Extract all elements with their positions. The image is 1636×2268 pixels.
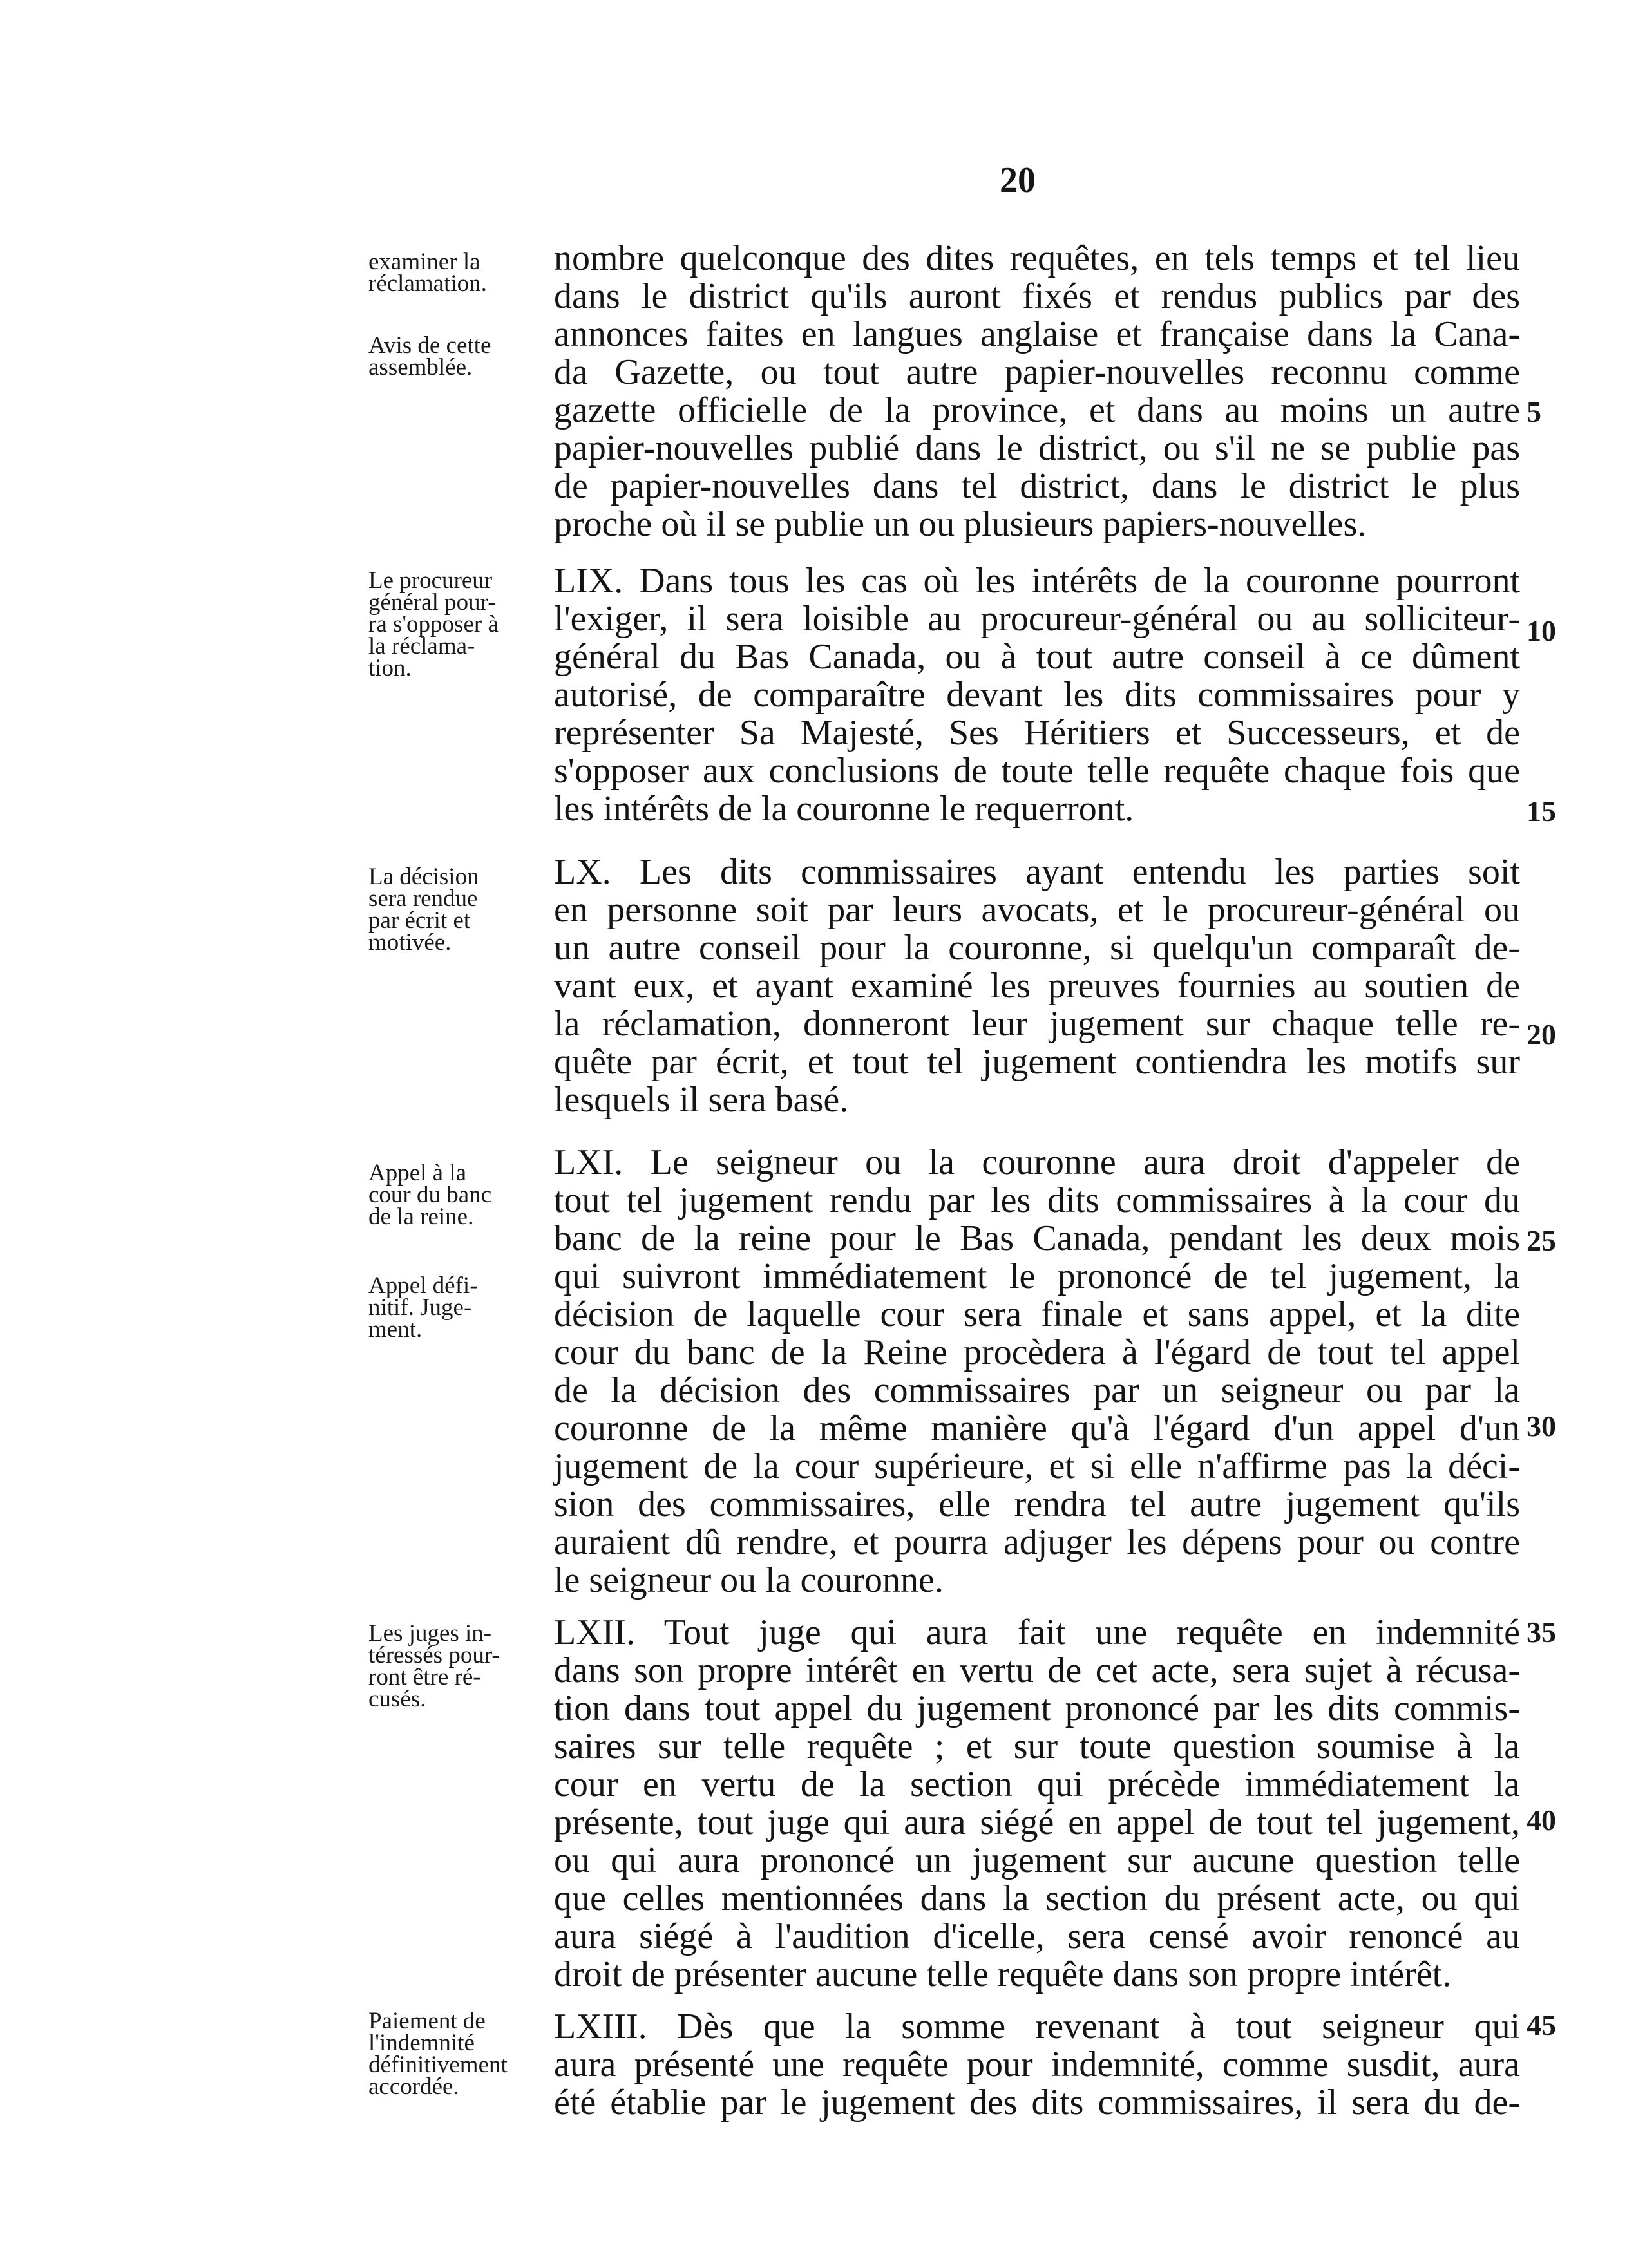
margin-note-line: définitivement [368,2052,508,2078]
text-line: proche où il se publie un ou plusieurs papiers-nouvelles. [554,504,1367,544]
line-number: 20 [1527,1018,1556,1051]
text-line: de papier-nouvelles dans tel district, dans le district le plus [554,466,1520,506]
margin-note-paiement [368,2010,562,2098]
text-line: les intérêts de la couronne le requerront. [554,789,1134,829]
text-line: en personne soit par leurs avocats, et le procureur-général ou [554,890,1520,930]
text-line: un autre conseil pour la couronne, si quelqu'un comparaît de- [554,928,1520,968]
text-line: jugement de la cour supérieure, et si elle n'affirme pas la déci- [554,1446,1520,1486]
text-line: vant eux, et ayant examiné les preuves fournies au soutien de [554,966,1520,1006]
margin-note-line: examiner la [368,249,480,275]
margin-note-line: accordée. [368,2074,459,2100]
margin-note-line: ra s'opposer à [368,611,499,638]
text-line: ou qui aura prononcé un jugement sur aucune question telle [554,1840,1520,1880]
text-line: annonces faites en langues anglaise et française dans la Cana- [554,314,1520,354]
margin-note-line: cusés. [368,1686,426,1712]
text-line: que celles mentionnées dans la section du présent acte, ou qui [554,1878,1520,1918]
paragraph-lxiii [554,2008,1520,2122]
text-line: droit de présenter aucune telle requête dans son propre intérêt. [554,1954,1452,1994]
paragraph-lx [554,853,1520,1119]
text-line: auraient dû rendre, et pourra adjuger les dépens pour ou contre [554,1522,1520,1562]
margin-note-line: cour du banc [368,1182,492,1208]
margin-note-juges [368,1620,562,1712]
text-line: l'exiger, il sera loisible au procureur-général ou au solliciteur- [554,599,1520,639]
text-line: tout tel jugement rendu par les dits commissaires à la cour du [554,1180,1520,1220]
text-line: da Gazette, ou tout autre papier-nouvelles reconnu comme [554,352,1520,392]
text-line: dans le district qu'ils auront fixés et rendus publics par des [554,276,1520,316]
line-number: 10 [1527,614,1556,647]
text-line: papier-nouvelles publié dans le district, ou s'il ne se publie pas [554,428,1520,468]
margin-note-line: La décision [368,864,479,890]
paragraph-continuation [554,240,1520,543]
text-line: LXIII. Dès que la somme revenant à tout seigneur qui [554,2007,1520,2046]
text-line: général du Bas Canada, ou à tout autre conseil à ce dûment [554,637,1520,677]
margin-note-line: l'indemnité [368,2030,475,2056]
line-number: 30 [1527,1410,1556,1442]
text-line: s'opposer aux conclusions de toute telle requête chaque fois que [554,751,1520,791]
text-line: nombre quelconque des dites requêtes, en tels temps et tel lieu [554,238,1520,278]
text-line: de la décision des commissaires par un seigneur ou par la [554,1370,1520,1410]
margin-note-line: ront être ré- [368,1664,481,1690]
margin-note-line: réclamation. [368,270,487,297]
text-line: été établie par le jugement des dits commissaires, il sera du de- [554,2083,1520,2122]
line-number: 25 [1527,1224,1556,1257]
margin-note-line: de la reine. [368,1204,474,1230]
text-line: autorisé, de comparaître devant les dits commissaires pour y [554,675,1520,715]
paragraph-lxii [554,1614,1520,1994]
text-line: cour en vertu de la section qui précède immédiatement la [554,1764,1520,1804]
margin-note-line: téressés pour- [368,1642,500,1668]
text-line: la réclamation, donneront leur jugement sur chaque telle re- [554,1004,1520,1044]
text-line: présente, tout juge qui aura siégé en appel de tout tel jugement, [554,1802,1520,1842]
text-line: cour du banc de la Reine procèdera à l'égard de tout tel appel [554,1332,1520,1372]
text-line: banc de la reine pour le Bas Canada, pendant les deux mois [554,1218,1520,1258]
text-line: lesquels il sera basé. [554,1080,849,1120]
paragraph-lxi [554,1144,1520,1600]
margin-note-decision [368,866,562,954]
line-number: 45 [1527,2008,1556,2041]
margin-note-line: général pour- [368,589,496,616]
margin-note-appel-definitif [368,1272,562,1343]
text-line: dans son propre intérêt en vertu de cet acte, sera sujet à récusa- [554,1650,1520,1690]
margin-note-line: par écrit et [368,907,471,934]
text-line: couronne de la même manière qu'à l'égard d'un appel d'un [554,1408,1520,1448]
margin-note-line: sera rendue [368,885,478,912]
line-number: 35 [1527,1616,1556,1649]
margin-note-line: Les juges in- [368,1620,492,1647]
line-number: 40 [1527,1804,1556,1837]
margin-note-line: ment. [368,1316,423,1343]
text-line: LXI. Le seigneur ou la couronne aura droit d'appeler de [554,1142,1520,1182]
line-number: 15 [1527,795,1556,827]
margin-note-line: Le procureur [368,567,493,594]
margin-note-examiner [368,251,562,295]
text-line: saires sur telle requête ; et sur toute question soumise à la [554,1726,1520,1766]
margin-note-line: Avis de cette [368,332,491,359]
margin-note-line: assemblée. [368,354,473,381]
text-line: quête par écrit, et tout tel jugement contiendra les motifs sur [554,1042,1520,1082]
line-number: 5 [1527,395,1541,428]
paragraph-lix [554,562,1520,828]
text-line: sion des commissaires, elle rendra tel autre jugement qu'ils [554,1484,1520,1524]
text-line: gazette officielle de la province, et dans au moins un autre [554,390,1520,430]
text-line: qui suivront immédiatement le prononcé de tel jugement, la [554,1256,1520,1296]
text-line: LX. Les dits commissaires ayant entendu les parties soit [554,852,1520,892]
text-line: le seigneur ou la couronne. [554,1560,944,1600]
text-line: aura présenté une requête pour indemnité, comme susdit, aura [554,2045,1520,2084]
margin-note-avis [368,332,562,381]
text-line: LXII. Tout juge qui aura fait une requête en indemnité [554,1612,1520,1652]
text-line: LIX. Dans tous les cas où les intérêts de la couronne pourront [554,561,1520,601]
text-line: représenter Sa Majesté, Ses Héritiers et Successeurs, et de [554,713,1520,753]
margin-note-line: la réclama- [368,633,475,659]
margin-note-line: motivée. [368,929,452,956]
text-line: décision de laquelle cour sera finale et sans appel, et la dite [554,1294,1520,1334]
margin-note-line: tion. [368,655,412,681]
margin-note-line: nitif. Juge- [368,1294,472,1321]
text-line: tion dans tout appel du jugement prononcé par les dits commis- [554,1688,1520,1728]
margin-note-line: Appel défi- [368,1272,478,1299]
margin-note-procureur [368,567,562,681]
margin-note-appel [368,1162,562,1228]
margin-note-line: Appel à la [368,1160,467,1186]
margin-note-line: Paiement de [368,2008,486,2034]
text-line: aura siégé à l'audition d'icelle, sera censé avoir renoncé au [554,1916,1520,1956]
page-number: 20 [1000,160,1036,200]
